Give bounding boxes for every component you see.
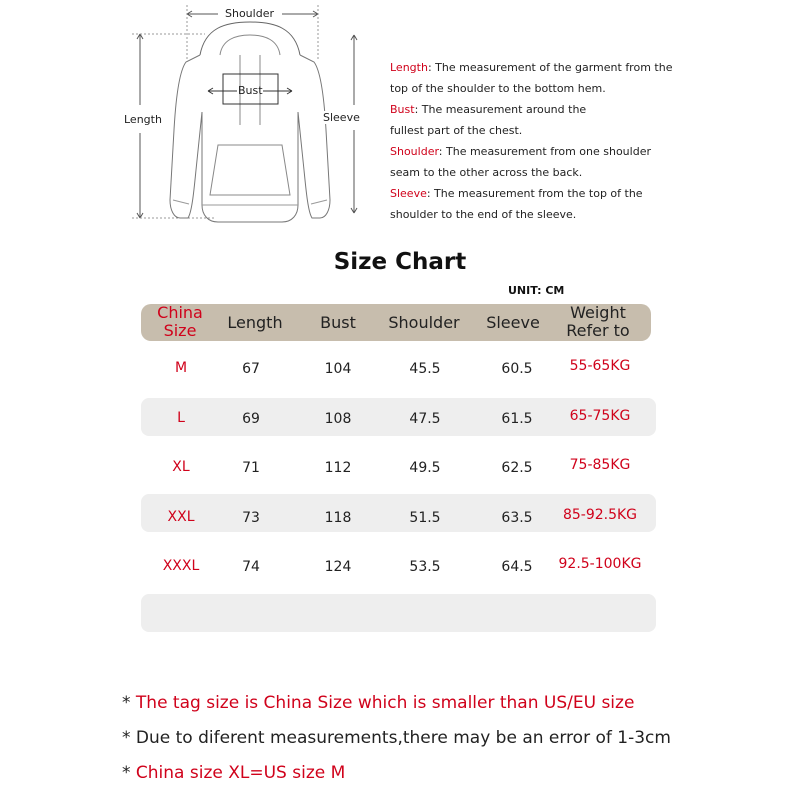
cell-bust: 104 bbox=[324, 361, 352, 377]
note-bullet: * bbox=[122, 763, 131, 783]
header-length: Length bbox=[227, 313, 283, 332]
definition-text: : The measurement from the top of the bbox=[426, 187, 643, 200]
size-chart-title: Size Chart bbox=[333, 249, 467, 275]
cell-weight: 55-65KG bbox=[569, 358, 631, 374]
measurement-definitions bbox=[390, 57, 690, 225]
row-stripe bbox=[141, 594, 656, 632]
definition-sleeve bbox=[390, 183, 690, 225]
cell-shoulder: 53.5 bbox=[409, 559, 441, 575]
cell-bust: 124 bbox=[324, 559, 352, 575]
note-text: China size XL=US size M bbox=[135, 763, 346, 783]
cell-shoulder: 47.5 bbox=[409, 411, 441, 427]
bust-dimension-label: Bust bbox=[238, 84, 263, 97]
cell-weight: 75-85KG bbox=[569, 457, 631, 473]
header-weight-line1: Weight bbox=[570, 303, 626, 322]
definition-bust bbox=[390, 99, 690, 141]
size-notes bbox=[122, 690, 671, 795]
length-dimension-label: Length bbox=[124, 113, 162, 126]
header-weight bbox=[566, 304, 629, 340]
cell-length: 73 bbox=[242, 510, 260, 526]
cell-shoulder: 49.5 bbox=[409, 460, 441, 476]
definition-text-line2: seam to the other across the back. bbox=[390, 166, 583, 179]
cell-sleeve: 62.5 bbox=[501, 460, 533, 476]
cell-length: 69 bbox=[242, 411, 260, 427]
cell-bust: 108 bbox=[324, 411, 352, 427]
hoodie-measurement-diagram bbox=[110, 0, 380, 230]
cell-weight: 85-92.5KG bbox=[562, 507, 638, 523]
sleeve-dimension-label: Sleeve bbox=[323, 111, 360, 124]
note-text: Due to diferent measurements,there may be an error of 1-3cm bbox=[135, 728, 671, 748]
cell-length: 71 bbox=[242, 460, 260, 476]
cell-weight: 65-75KG bbox=[569, 408, 631, 424]
definition-text: : The measurement around the bbox=[414, 103, 587, 116]
cell-shoulder: 45.5 bbox=[409, 361, 441, 377]
cell-bust: 112 bbox=[324, 460, 352, 476]
definition-term: Shoulder bbox=[390, 145, 439, 158]
header-bust: Bust bbox=[320, 313, 356, 332]
cell-length: 67 bbox=[242, 361, 260, 377]
definition-term: Bust bbox=[390, 103, 415, 116]
note-item bbox=[122, 690, 671, 725]
definition-text-line2: shoulder to the end of the sleeve. bbox=[390, 208, 577, 221]
definition-length bbox=[390, 57, 690, 99]
definition-text-line2: top of the shoulder to the bottom hem. bbox=[390, 82, 606, 95]
definition-text: : The measurement from one shoulder bbox=[438, 145, 651, 158]
cell-sleeve: 63.5 bbox=[501, 510, 533, 526]
cell-size: XL bbox=[172, 459, 190, 475]
header-china-size bbox=[157, 304, 203, 340]
cell-size: L bbox=[177, 410, 185, 426]
definition-term: Length bbox=[390, 61, 428, 74]
cell-sleeve: 64.5 bbox=[501, 559, 533, 575]
cell-length: 74 bbox=[242, 559, 260, 575]
header-shoulder: Shoulder bbox=[388, 313, 460, 332]
cell-bust: 118 bbox=[324, 510, 352, 526]
header-sleeve: Sleeve bbox=[486, 313, 540, 332]
note-text: The tag size is China Size which is smaller than US/EU size bbox=[135, 693, 635, 713]
note-bullet: * bbox=[122, 693, 131, 713]
cell-weight: 92.5-100KG bbox=[558, 556, 642, 572]
definition-shoulder bbox=[390, 141, 690, 183]
note-item bbox=[122, 760, 671, 795]
cell-size: XXXL bbox=[162, 558, 200, 574]
unit-label: UNIT: CM bbox=[508, 284, 565, 297]
note-item bbox=[122, 725, 671, 760]
cell-sleeve: 60.5 bbox=[501, 361, 533, 377]
cell-shoulder: 51.5 bbox=[409, 510, 441, 526]
definition-text: : The measurement of the garment from the bbox=[427, 61, 673, 74]
header-weight-line2: Refer to bbox=[566, 321, 630, 340]
cell-size: XXL bbox=[167, 509, 195, 525]
header-size-line1: China bbox=[157, 303, 203, 322]
shoulder-dimension-label: Shoulder bbox=[225, 7, 274, 20]
cell-sleeve: 61.5 bbox=[501, 411, 533, 427]
cell-size: M bbox=[174, 360, 188, 376]
definition-text-line2: fullest part of the chest. bbox=[390, 124, 523, 137]
header-size-line2: Size bbox=[163, 321, 197, 340]
note-bullet: * bbox=[122, 728, 131, 748]
definition-term: Sleeve bbox=[390, 187, 427, 200]
